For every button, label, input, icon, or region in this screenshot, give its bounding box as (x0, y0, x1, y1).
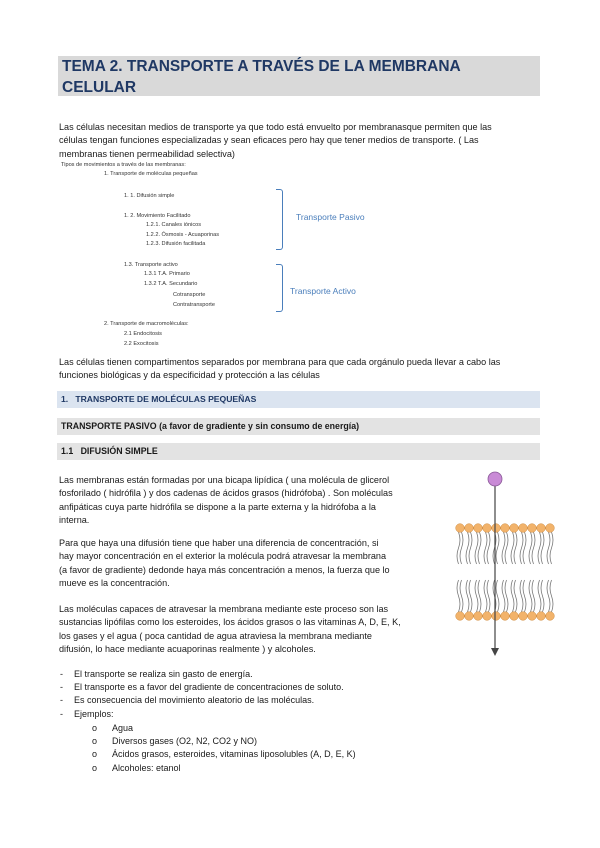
molecules-paragraph: Las moléculas capaces de atravesar la membrana mediante este proceso son las sustancias lipófilas como los esteroides, los ácidos grasos o las vitaminas A, D, E, K, los gases y el agua ( poca cantidad de agua atraviesa la membrana mediante difusión, lo hace mediante acuaporinas realmente ) y alcoholes. (59, 604, 401, 655)
list-item: o Agua (92, 723, 134, 733)
list-item: o Alcoholes: etanol (92, 762, 181, 773)
page-title (58, 56, 540, 96)
active-label: Transporte Activo (290, 286, 356, 296)
intro-paragraph: Las células necesitan medios de transporte ya que todo está envuelto por membranasque permiten que las células tengan funciones especializadas y sean eficaces pero hay que tener medios de transporte. ( Las membranas tienen permeabilidad selectiva) (59, 122, 492, 159)
list-item: - Es consecuencia del movimiento aleatorio de las moléculas. (60, 695, 315, 706)
passive-label: Transporte Pasivo (296, 212, 365, 222)
molecule-icon (488, 472, 502, 486)
list-item: - El transporte se realiza sin gasto de energía. (60, 669, 253, 679)
properties-list (60, 668, 344, 721)
membrane-paragraph: Las membranas están formadas por una bicapa lipídica ( una molécula de glicerol fosforilado ( hidrófila ) y dos cadenas de ácidos grasos (hidrófoba) . Son moléculas anfipáticas cuya parte hidrófila se dispone a la parte externa y la hidrófoba a la interna. (59, 475, 393, 526)
section-heading-1-1: 1.1 DIFUSIÓN SIMPLE (57, 443, 540, 460)
bilayer (456, 524, 555, 621)
scheme-heading: Tipos de movimientos a través de las membranas: (61, 162, 186, 168)
section-heading-1: 1. TRANSPORTE DE MOLÉCULAS PEQUEÑAS (57, 391, 540, 408)
examples-list (92, 722, 356, 775)
title-line-1: TEMA 2. TRANSPORTE A TRAVÉS DE LA MEMBRANA (62, 58, 461, 75)
list-item: o Ácidos grasos, esteroides, vitaminas liposolubles (A, D, E, K) (92, 749, 356, 760)
passive-bracket (276, 189, 283, 250)
diffusion-paragraph: Para que haya una difusión tiene que haber una diferencia de concentración, si hay mayor concentración en el exterior la molécula podrá atravesar la membrana (a favor de gradiente) dedonde haya más concentración a menos, la fuerza que lo mueve es la concentración. (59, 538, 390, 589)
title-line-2: CELULAR (62, 79, 137, 96)
list-item: - Ejemplos: (60, 708, 114, 719)
list-item: o Diversos gases (O2, N2, CO2 y NO) (92, 736, 258, 747)
compartments-paragraph: Las células tienen compartimentos separados por membrana para que cada orgánulo pueda llevar a cabo las funciones biológicas y da especificidad y protección a las células (59, 357, 501, 381)
active-bracket (276, 264, 283, 312)
arrow-head-icon (491, 648, 499, 656)
list-item: - El transporte es a favor del gradiente de concentraciones de soluto. (60, 682, 344, 693)
lipid-bilayer-illustration (455, 462, 555, 662)
passive-transport-heading: TRANSPORTE PASIVO (a favor de gradiente y sin consumo de energía) (57, 418, 540, 435)
